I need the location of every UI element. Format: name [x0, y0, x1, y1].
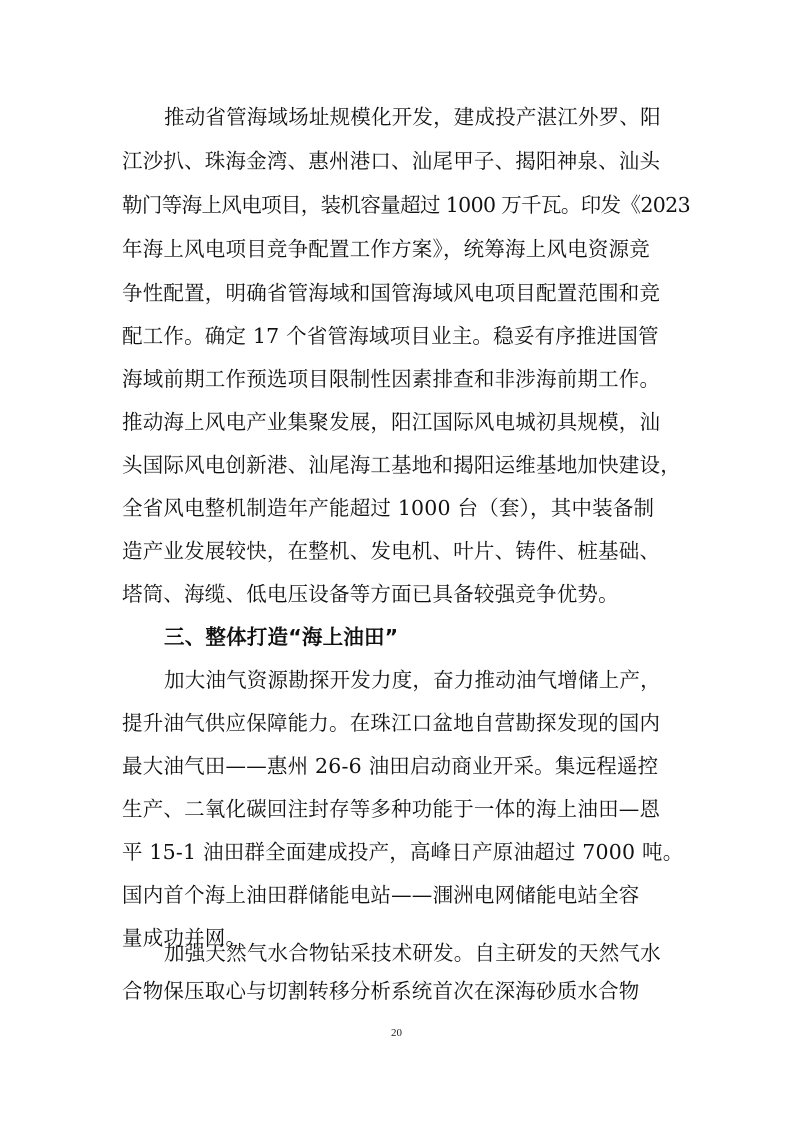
paragraph-line: 江沙扒、珠海金湾、惠州港口、汕尾甲子、揭阳神泉、汕头 — [122, 149, 661, 173]
paragraph-line: 推动省管海域场址规模化开发，建成投产湛江外罗、阳 — [164, 105, 661, 129]
paragraph-line: 年海上风电项目竞争配置工作方案》，统筹海上风电资源竞 — [122, 237, 650, 261]
paragraph-line: 勒门等海上风电项目，装机容量超过 1000 万千瓦。印发《2023 — [122, 193, 690, 217]
paragraph-line: 量成功并网。 — [122, 926, 247, 950]
paragraph-line: 合物保压取心与切割转移分析系统首次在深海砂质水合物 — [122, 979, 640, 1003]
paragraph-line: 塔筒、海缆、低电压设备等方面已具备较强竞争优势。 — [122, 582, 619, 606]
paragraph-line: 提升油气供应保障能力。在珠江口盆地自营勘探发现的国内 — [122, 711, 661, 735]
paragraph-line: 最大油气田——惠州 26-6 油田启动商业开采。集远程遥控 — [122, 754, 659, 778]
paragraph-line: 造产业发展较快，在整机、发电机、叶片、铸件、桩基础、 — [122, 539, 661, 563]
paragraph-line: 配工作。确定 17 个省管海域项目业主。稳妥有序推进国管 — [122, 324, 659, 348]
paragraph-line: 全省风电整机制造年产能超过 1000 台（套），其中装备制 — [122, 496, 655, 520]
paragraph-line: 生产、二氧化碳回注封存等多种功能于一体的海上油田—恩 — [122, 797, 661, 821]
paragraph-line: 争性配置，明确省管海域和国管海域风电项目配置范围和竞 — [122, 281, 661, 305]
paragraph-line: 头国际风电创新港、汕尾海工基地和揭阳运维基地加快建设， — [122, 453, 681, 477]
paragraph-line: 平 15-1 油田群全面建成投产，高峰日产原油超过 7000 吨。 — [122, 840, 684, 864]
section-heading: 三、整体打造“海上油田” — [164, 625, 399, 649]
paragraph-line: 加强天然气水合物钻采技术研发。自主研发的天然气水 — [164, 941, 661, 965]
page-number: 20 — [391, 1027, 402, 1039]
paragraph-line: 推动海上风电产业集聚发展，阳江国际风电城初具规模，汕 — [122, 410, 661, 434]
paragraph-line: 加大油气资源勘探开发力度，奋力推动油气增储上产， — [164, 668, 661, 692]
paragraph-line: 海域前期工作预选项目限制性因素排查和非涉海前期工作。 — [122, 367, 661, 391]
paragraph-line: 国内首个海上油田群储能电站——涠洲电网储能电站全容 — [122, 883, 640, 907]
